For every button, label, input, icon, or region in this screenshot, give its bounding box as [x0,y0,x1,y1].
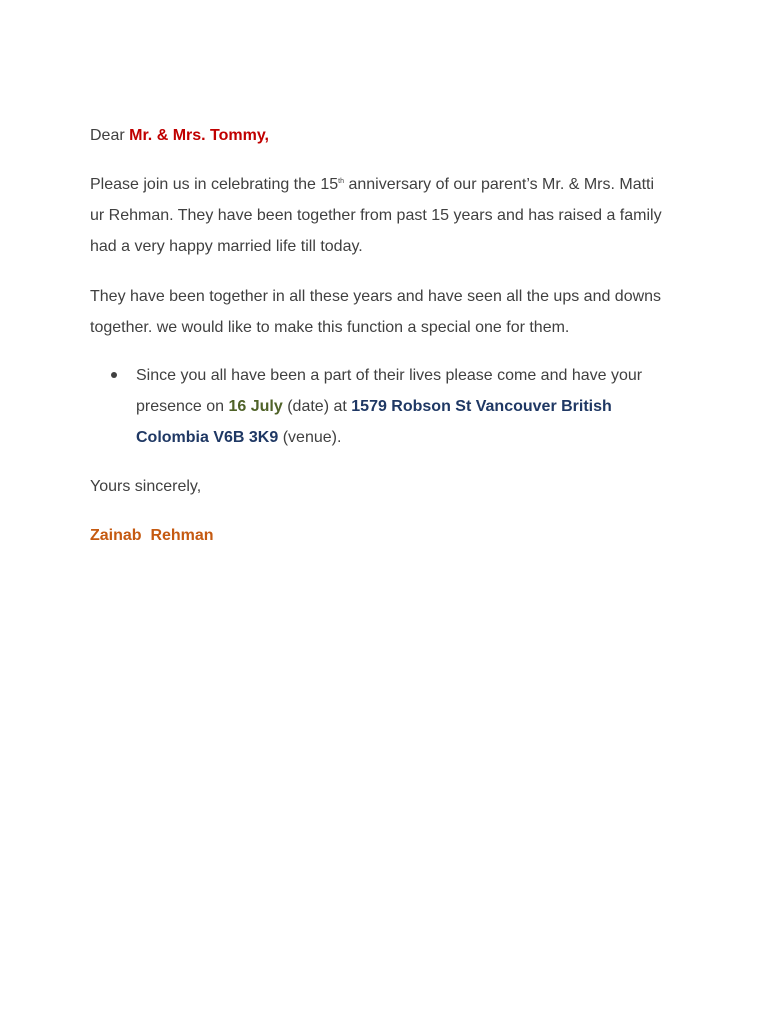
text-span: (date) at [282,398,352,415]
salutation: Dear [90,127,130,144]
text-span: anniversary of our parent’s Mr. & Mrs. Matti [344,176,655,193]
event-venue-part1: 1579 Robson St Vancouver British [351,398,612,415]
event-venue-part2: Colombia V6B 3K9 [136,429,279,446]
paragraph-line: had a very happy married life till today. [90,238,363,255]
bullet-line [136,422,690,453]
closing: Yours sincerely, [90,478,202,495]
paragraph-invitation [90,169,690,262]
ordinal-superscript: th [338,178,345,185]
recipient-name: Mr. & Mrs. Tommy, [129,127,269,144]
text-span: Please join us in celebrating the 15 [90,176,339,193]
bullet-icon [111,372,117,378]
invitation-letter [90,120,690,551]
bullet-line [136,391,690,422]
bullet-list-item [90,360,690,453]
paragraph-line: together. we would like to make this function a special one for them. [90,319,570,336]
text-span: presence on [136,398,229,415]
paragraph-line [90,169,690,200]
bullet-line: Since you all have been a part of their lives please come and have your [136,367,643,384]
signature: Zainab Rehman [90,527,214,544]
paragraph-line: They have been together in all these years and have seen all the ups and downs [90,288,662,305]
greeting [90,120,690,151]
event-date: 16 July [228,398,283,415]
paragraph-together [90,281,690,343]
paragraph-line: ur Rehman. They have been together from past 15 years and has raised a family [90,207,662,224]
text-span: (venue). [278,429,342,446]
